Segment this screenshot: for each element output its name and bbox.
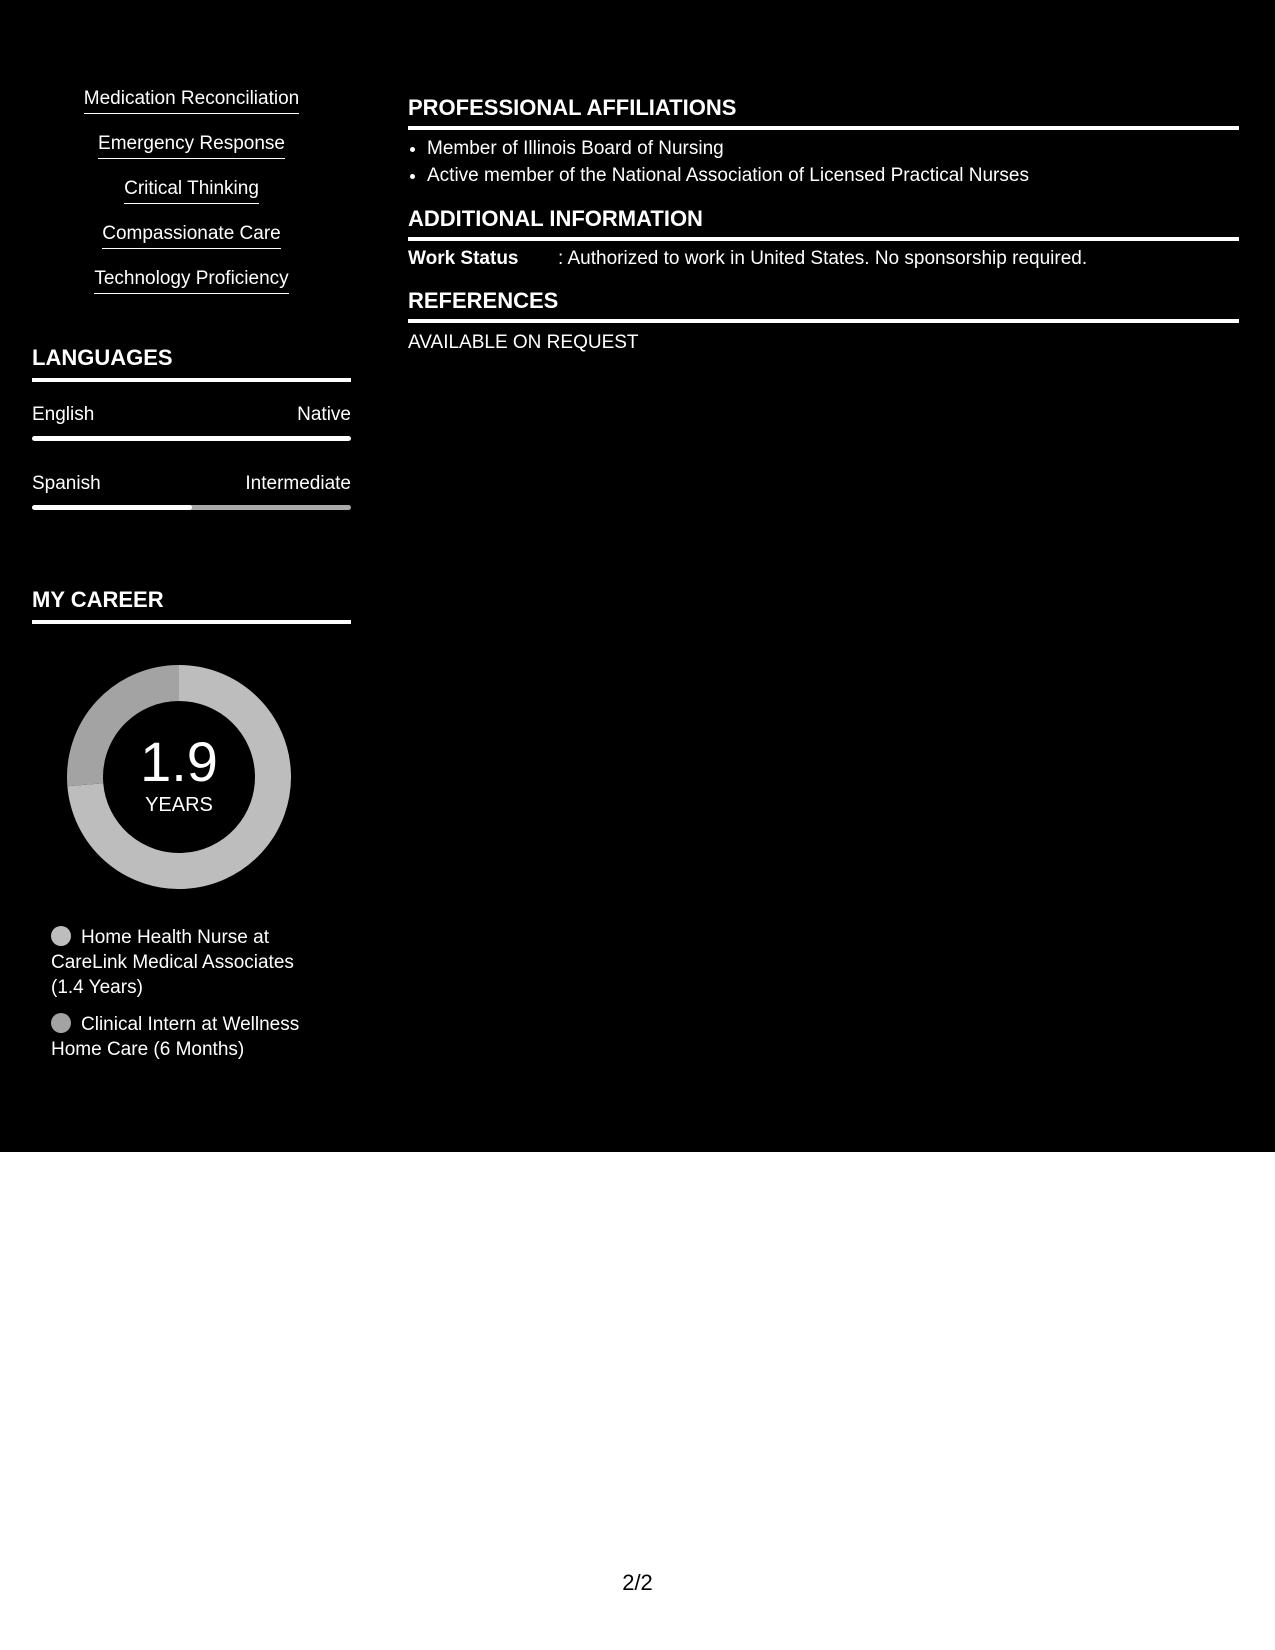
language-name: English	[32, 404, 95, 425]
language-bar-fill	[32, 436, 351, 441]
skill-label: Medication Reconciliation	[84, 87, 299, 114]
language-level: Intermediate	[245, 473, 351, 494]
legend-label: Clinical Intern at Wellness Home Care (6 Months)	[51, 1014, 300, 1060]
language-bar	[32, 505, 351, 510]
skills-list	[32, 87, 351, 312]
references-heading: REFERENCES	[408, 287, 1239, 323]
language-bar	[32, 436, 351, 441]
language-bar-fill	[32, 505, 192, 510]
language-level: Native	[297, 404, 351, 425]
career-total-value: 1.9	[140, 730, 218, 793]
work-status-label: Work Status	[408, 248, 519, 269]
legend-item	[51, 1012, 331, 1062]
donut-center	[67, 665, 291, 889]
legend-label: Home Health Nurse at CareLink Medical Associates (1.4 Years)	[51, 927, 294, 998]
additional-info-heading: ADDITIONAL INFORMATION	[408, 205, 1239, 241]
page-number: 2/2	[622, 1570, 653, 1595]
affiliation-item: • Active member of the National Association of Licensed Practical Nurses	[427, 162, 1029, 189]
skill-item	[32, 222, 351, 267]
skill-item	[32, 177, 351, 222]
skill-item	[32, 132, 351, 177]
career-legend	[51, 925, 331, 1074]
work-status-row	[408, 247, 1087, 271]
language-row-english	[32, 403, 351, 441]
legend-item	[51, 925, 331, 1000]
career-donut-chart	[67, 665, 291, 889]
language-row-spanish	[32, 472, 351, 510]
references-text: AVAILABLE ON REQUEST	[408, 332, 639, 353]
affiliations-heading: PROFESSIONAL AFFILIATIONS	[408, 94, 1239, 130]
languages-heading: LANGUAGES	[32, 344, 351, 382]
affiliation-item: • Member of Illinois Board of Nursing	[427, 135, 1029, 162]
skill-item	[32, 87, 351, 132]
career-total-unit: YEARS	[145, 794, 213, 816]
language-name: Spanish	[32, 473, 101, 494]
work-status-value: : Authorized to work in United States. No sponsorship required.	[558, 248, 1088, 269]
skill-label: Compassionate Care	[102, 222, 280, 249]
skill-label: Technology Proficiency	[94, 267, 288, 294]
skill-label: Emergency Response	[98, 132, 285, 159]
skill-item	[32, 267, 351, 312]
career-heading: MY CAREER	[32, 586, 351, 624]
legend-dot-icon	[51, 1013, 71, 1033]
affiliations-list	[408, 135, 1029, 189]
legend-dot-icon	[51, 926, 71, 946]
skill-label: Critical Thinking	[124, 177, 259, 204]
